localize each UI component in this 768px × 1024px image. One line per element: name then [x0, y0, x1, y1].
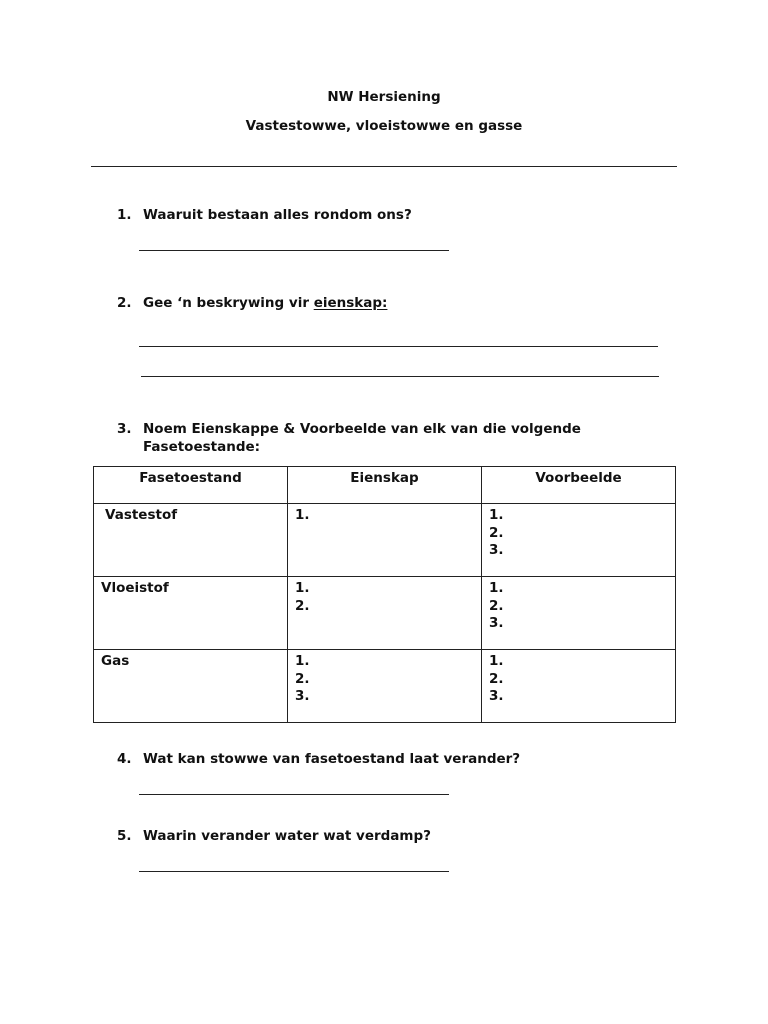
question-1 — [117, 207, 412, 223]
properties-cell[interactable]: 1. — [288, 504, 482, 577]
phase-cell: Vloeistof — [94, 577, 288, 650]
answer-line[interactable] — [141, 376, 659, 377]
question-text: Waaruit bestaan alles rondom ons? — [143, 207, 412, 223]
question-text: Waarin verander water wat verdamp? — [143, 828, 431, 844]
page-subtitle: Vastestowwe, vloeistowwe en gasse — [245, 118, 523, 134]
question-number: 3. — [117, 421, 132, 437]
table-row — [94, 650, 676, 723]
question-2 — [117, 295, 387, 311]
underlined-term: eienskap: — [313, 295, 388, 311]
examples-cell[interactable]: 1. 2. 3. — [482, 504, 676, 577]
question-number: 2. — [117, 295, 132, 311]
phase-cell: Vastestof — [94, 504, 288, 577]
question-number: 5. — [117, 828, 132, 844]
examples-cell[interactable]: 1. 2. 3. — [482, 650, 676, 723]
table-row — [94, 577, 676, 650]
header-divider — [91, 166, 677, 167]
question-number: 4. — [117, 751, 132, 767]
question-text: Wat kan stowwe van fasetoestand laat verander? — [143, 751, 521, 767]
question-text-continued: Fasetoestande: — [143, 439, 261, 455]
page-title: NW Hersiening — [327, 89, 441, 105]
column-header: Fasetoestand — [94, 467, 288, 504]
question-5 — [117, 828, 431, 844]
table-header-row — [94, 467, 676, 504]
question-number: 1. — [117, 207, 132, 223]
question-text: Gee ‘n beskrywing vir — [143, 295, 314, 311]
answer-line[interactable] — [139, 794, 449, 795]
answer-line[interactable] — [139, 250, 449, 251]
column-header: Eienskap — [288, 467, 482, 504]
question-4 — [117, 751, 520, 767]
column-header: Voorbeelde — [482, 467, 676, 504]
properties-cell[interactable]: 1. 2. 3. — [288, 650, 482, 723]
question-3 — [117, 420, 581, 456]
table-row — [94, 504, 676, 577]
phase-table — [93, 466, 676, 723]
answer-line[interactable] — [139, 871, 449, 872]
examples-cell[interactable]: 1. 2. 3. — [482, 577, 676, 650]
properties-cell[interactable]: 1. 2. — [288, 577, 482, 650]
phase-cell: Gas — [94, 650, 288, 723]
question-text: Noem Eienskappe & Voorbeelde van elk van die volgende — [143, 421, 581, 437]
answer-line[interactable] — [139, 346, 658, 347]
